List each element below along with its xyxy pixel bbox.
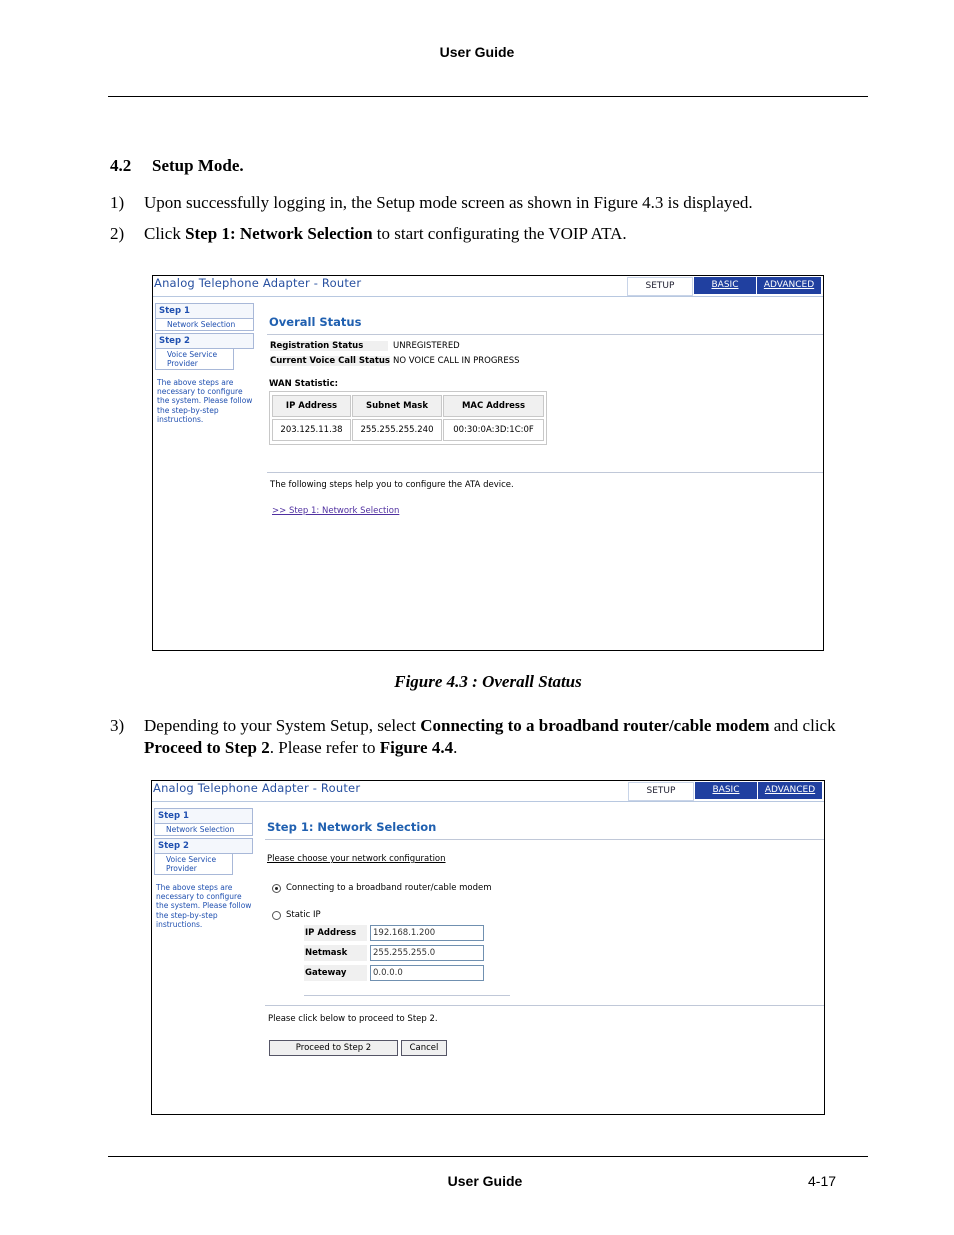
step-number: 3) xyxy=(110,716,125,735)
page-title: Step 1: Network Selection xyxy=(267,820,437,834)
tab-advanced[interactable]: ADVANCED xyxy=(757,277,821,294)
ip-address-label: IP Address xyxy=(304,925,367,941)
wan-value-ip: 203.125.11.38 xyxy=(272,419,351,441)
registration-status-value: UNREGISTERED xyxy=(393,341,460,351)
figure-caption: Figure 4.3 : Overall Status xyxy=(394,672,582,691)
wan-header-ip: IP Address xyxy=(272,395,351,417)
step-number: 1) xyxy=(110,193,125,212)
step-text: Depending to your System Setup, select Connecting to a broadband router/cable modem and click Proceed to Step 2. Please refer to Figure 4.4. xyxy=(144,716,836,757)
divider xyxy=(265,1005,824,1006)
netmask-label: Netmask xyxy=(304,945,367,961)
steps-intro-text: The following steps help you to configure the ATA device. xyxy=(270,480,514,490)
divider xyxy=(267,472,823,473)
radio-static-ip[interactable] xyxy=(272,911,281,920)
gateway-label: Gateway xyxy=(304,965,367,981)
tab-bar xyxy=(628,782,822,799)
wan-value-mac: 00:30:0A:3D:1C:0F xyxy=(443,419,544,441)
page-title: Overall Status xyxy=(269,315,362,329)
sidebar-note: The above steps are necessary to configure the system. Please follow the step-by-step instructions. xyxy=(156,883,252,929)
footer-rule xyxy=(108,1156,868,1157)
tab-setup[interactable]: SETUP xyxy=(627,277,693,296)
sidebar-item-voice-service-provider[interactable]: Voice Service Provider xyxy=(154,854,233,875)
sidebar-step-2[interactable]: Step 2 xyxy=(154,838,253,854)
step-number: 2) xyxy=(110,224,125,243)
radio-broadband-router[interactable] xyxy=(272,884,281,893)
wan-header-subnet: Subnet Mask xyxy=(352,395,442,417)
sidebar-step-1[interactable]: Step 1 xyxy=(155,303,254,319)
sidebar-step-2[interactable]: Step 2 xyxy=(155,333,254,349)
proceed-instruction: Please click below to proceed to Step 2. xyxy=(268,1014,438,1024)
radio-static-ip-label: Static IP xyxy=(286,910,321,920)
app-header xyxy=(153,276,823,297)
app-header xyxy=(152,781,824,802)
figure-overall-status-screenshot xyxy=(152,275,824,651)
wan-statistic-label: WAN Statistic: xyxy=(269,379,339,389)
sidebar-item-network-selection[interactable]: Network Selection xyxy=(155,319,254,331)
choose-network-label: Please choose your network configuration xyxy=(267,854,446,864)
sidebar xyxy=(154,808,253,929)
app-title: Analog Telephone Adapter - Router xyxy=(154,276,362,290)
tab-advanced[interactable]: ADVANCED xyxy=(758,782,822,799)
sidebar-step-1[interactable]: Step 1 xyxy=(154,808,253,824)
static-ip-divider xyxy=(304,995,510,996)
tab-basic[interactable]: BASIC xyxy=(695,782,757,799)
tab-setup[interactable]: SETUP xyxy=(628,782,694,801)
gateway-field[interactable]: 0.0.0.0 xyxy=(370,965,484,981)
divider xyxy=(267,334,823,335)
voice-call-status-label: Current Voice Call Status xyxy=(270,356,390,366)
sidebar-item-voice-service-provider[interactable]: Voice Service Provider xyxy=(155,349,234,370)
section-heading xyxy=(110,156,244,176)
sidebar-item-network-selection[interactable]: Network Selection xyxy=(154,824,253,836)
voice-call-status-value: NO VOICE CALL IN PROGRESS xyxy=(393,356,520,366)
divider xyxy=(265,839,824,840)
ip-address-field[interactable]: 192.168.1.200 xyxy=(370,925,484,941)
step-1-link[interactable]: >> Step 1: Network Selection xyxy=(272,506,400,516)
header-rule xyxy=(108,96,868,97)
app-title: Analog Telephone Adapter - Router xyxy=(153,781,361,795)
step-text: Click Step 1: Network Selection to start configurating the VOIP ATA. xyxy=(144,224,627,243)
radio-broadband-router-label: Connecting to a broadband router/cable modem xyxy=(286,883,492,893)
page-number: 4-17 xyxy=(808,1173,837,1189)
figure-network-selection-screenshot xyxy=(151,780,825,1115)
sidebar-note: The above steps are necessary to configure the system. Please follow the step-by-step instructions. xyxy=(157,378,253,424)
wan-value-subnet: 255.255.255.240 xyxy=(352,419,442,441)
wan-header-mac: MAC Address xyxy=(443,395,544,417)
section-title: Setup Mode. xyxy=(152,156,244,175)
cancel-button[interactable]: Cancel xyxy=(401,1040,447,1056)
registration-status-label: Registration Status xyxy=(270,341,388,351)
netmask-field[interactable]: 255.255.255.0 xyxy=(370,945,484,961)
tab-basic[interactable]: BASIC xyxy=(694,277,756,294)
proceed-to-step-2-button[interactable]: Proceed to Step 2 xyxy=(269,1040,398,1056)
step-text: Upon successfully logging in, the Setup mode screen as shown in Figure 4.3 is displayed. xyxy=(144,193,753,212)
header-title: User Guide xyxy=(439,44,515,60)
tab-bar xyxy=(627,277,821,294)
section-number: 4.2 xyxy=(110,156,132,175)
wan-table xyxy=(269,391,547,445)
sidebar xyxy=(155,303,254,424)
footer-title: User Guide xyxy=(447,1173,523,1189)
